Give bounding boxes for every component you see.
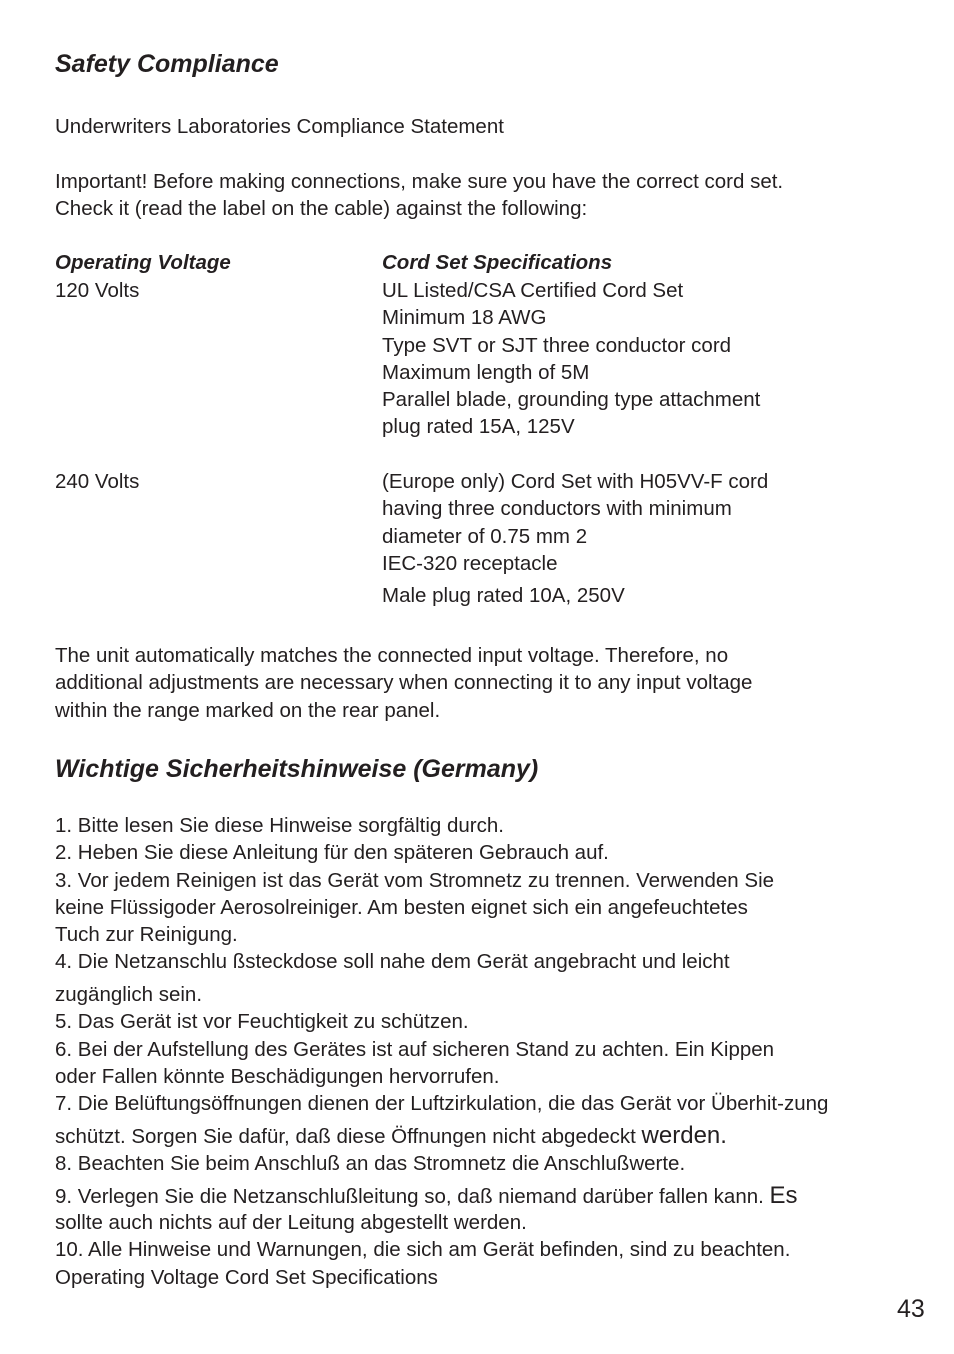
section-title-wichtige-sicherheitshinweise: Wichtige Sicherheitshinweise (Germany)	[55, 755, 539, 783]
spec-line: Type SVT or SJT three conductor cord	[382, 333, 732, 357]
table-header-voltage: Operating Voltage	[55, 251, 231, 274]
table-row-240-voltage: 240 Volts	[55, 470, 140, 493]
table-row-120-specs	[382, 277, 760, 441]
list-item: zugänglich sein.	[55, 983, 203, 1006]
list-item: sollte auch nichts auf der Leitung abgestellt werden.	[55, 1211, 527, 1234]
list-item: Operating Voltage Cord Set Specifications	[55, 1265, 438, 1289]
auto-voltage-paragraph	[55, 642, 752, 724]
spec-line: having three conductors with minimum	[382, 497, 732, 521]
german-list-block-1	[55, 812, 774, 976]
list-item: 1. Bitte lesen Sie diese Hinweise sorgfältig durch.	[55, 814, 504, 837]
spec-line: Parallel blade, grounding type attachment	[382, 388, 761, 412]
german-list-block-2	[55, 981, 828, 1117]
list-item: 5. Das Gerät ist vor Feuchtigkeit zu schützen.	[55, 1010, 469, 1034]
list-item: 3. Vor jedem Reinigen ist das Gerät vom Stromnetz zu trennen. Verwenden Sie	[55, 868, 775, 892]
list-item-es	[55, 1182, 798, 1210]
section-title-safety-compliance: Safety Compliance	[55, 50, 279, 78]
important-line: Important! Before making connections, make sure you have the correct cord set.	[55, 170, 784, 193]
list-item-text-large: werden.	[641, 1122, 727, 1149]
list-item: 10. Alle Hinweise und Warnungen, die sich am Gerät befinden, sind zu beachten.	[55, 1238, 791, 1262]
list-item: Tuch zur Reinigung.	[55, 923, 238, 947]
spec-line: IEC-320 receptacle	[382, 551, 558, 575]
list-item: keine Flüssigoder Aerosolreiniger. Am besten eignet sich ein angefeuchtetes	[55, 895, 748, 919]
list-item: 2. Heben Sie diese Anleitung für den späteren Gebrauch auf.	[55, 841, 609, 865]
list-item: 8. Beachten Sie beim Anschluß an das Stromnetz die Anschlußwerte.	[55, 1152, 686, 1175]
important-line: Check it (read the label on the cable) against the following:	[55, 197, 588, 221]
spec-line: plug rated 15A, 125V	[382, 415, 575, 439]
ul-statement: Underwriters Laboratories Compliance Statement	[55, 115, 504, 138]
spec-line: UL Listed/CSA Certified Cord Set	[382, 279, 684, 302]
list-item-text-large: Es	[769, 1182, 798, 1209]
list-item: 7. Die Belüftungsöffnungen dienen der Luftzirkulation, die das Gerät vor Überhit-zung	[55, 1092, 829, 1116]
auto-line: within the range marked on the rear panel.	[55, 698, 441, 722]
german-list-block-3	[55, 1209, 790, 1291]
spec-line: Male plug rated 10A, 250V	[382, 584, 625, 607]
page-number: 43	[897, 1295, 925, 1323]
auto-line: additional adjustments are necessary when connecting it to any input voltage	[55, 671, 753, 695]
auto-line: The unit automatically matches the connected input voltage. Therefore, no	[55, 644, 729, 667]
list-item: 4. Die Netzanschlu ßsteckdose soll nahe dem Gerät angebracht und leicht	[55, 950, 730, 974]
spec-line: (Europe only) Cord Set with H05VV-F cord	[382, 470, 769, 493]
list-item: oder Fallen könnte Beschädigungen hervorrufen.	[55, 1064, 500, 1088]
spec-line: Minimum 18 AWG	[382, 306, 547, 330]
important-paragraph	[55, 168, 783, 223]
table-header-spec: Cord Set Specifications	[382, 251, 613, 274]
table-row-120-voltage: 120 Volts	[55, 279, 140, 302]
table-row-240-specs	[382, 468, 768, 577]
list-item-text: 9. Verlegen Sie die Netzanschlußleitung so, daß niemand darüber fallen kann.	[55, 1185, 770, 1208]
list-item-text: schützt. Sorgen Sie dafür, daß diese Öffnungen nicht abgedeckt	[55, 1125, 642, 1148]
list-item-werden	[55, 1122, 727, 1150]
spec-line: Maximum length of 5M	[382, 360, 590, 384]
spec-line: diameter of 0.75 mm 2	[382, 524, 588, 548]
list-item: 6. Bei der Aufstellung des Gerätes ist auf sicheren Stand zu achten. Ein Kippen	[55, 1037, 775, 1061]
